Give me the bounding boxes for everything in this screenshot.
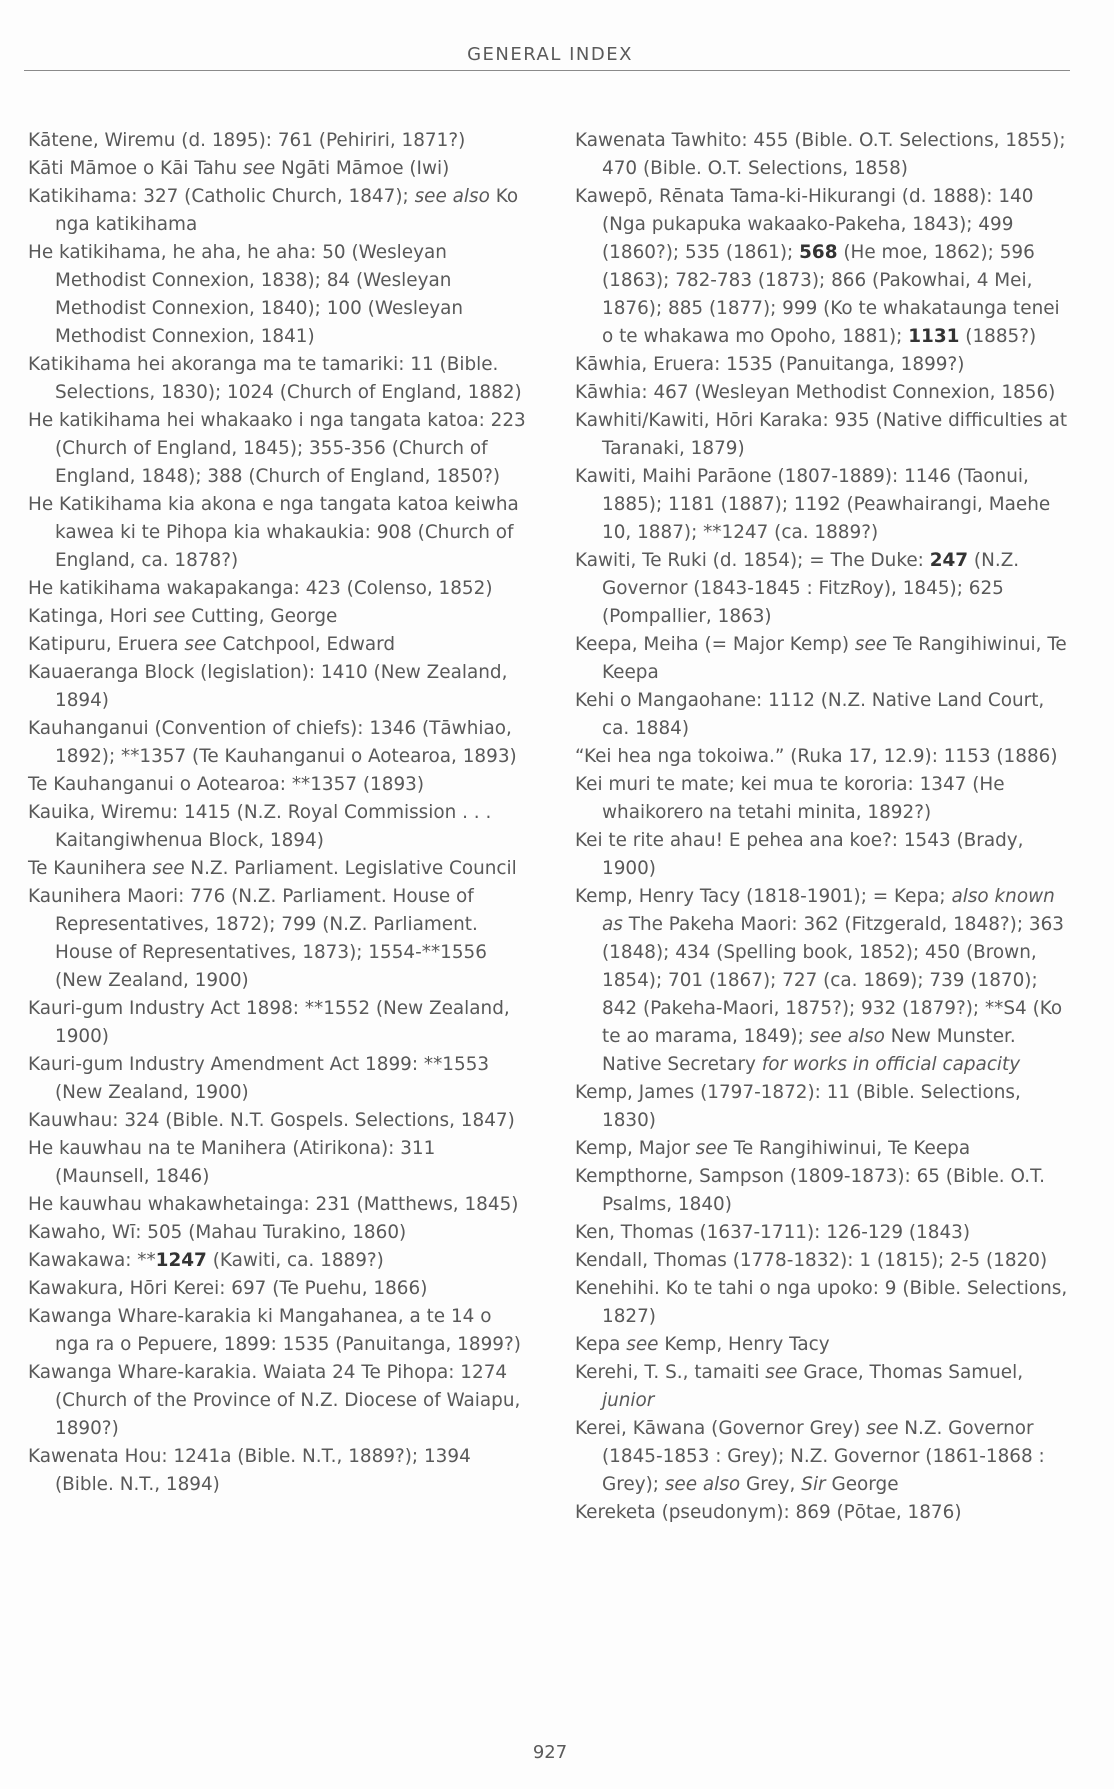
entry-text: Te Kauhanganui o Aotearoa: **1357 (1893): [28, 774, 425, 795]
index-entry: [575, 379, 1075, 407]
entry-text: Ko nga katikihama: [55, 186, 519, 235]
index-entry: [575, 1163, 1075, 1219]
index-column-right: [575, 127, 1075, 1527]
entry-text: Kenehihi. Ko te tahi o nga upoko: 9 (Bible. Selections, 1827): [575, 1278, 1068, 1327]
entry-text: (Kawiti, ca. 1889?): [206, 1250, 384, 1271]
entry-text: He kauwhau na te Manihera (Atirikona): 311 (Maunsell, 1846): [28, 1138, 436, 1187]
index-entry: [575, 463, 1075, 547]
entry-text: He Katikihama kia akona e nga tangata katoa keiwha kawea ki te Pihopa kia whakaukia: 908 (Church of England, ca. 1878?): [28, 494, 519, 571]
index-entry: [575, 183, 1075, 351]
running-head: GENERAL INDEX: [467, 44, 633, 65]
entry-italic-text: see: [152, 858, 185, 879]
entry-text: Kemp, Henry Tacy (1818-1901); = Kepa;: [575, 886, 952, 907]
entry-text: (N.Z. Governor (1843-1845 : FitzRoy), 1845); 625 (Pompallier, 1863): [602, 550, 1020, 627]
page-number: 927: [532, 1742, 568, 1763]
entry-italic-text: see: [242, 158, 276, 179]
entry-text: N.Z. Governor (1845-1853 : Grey); N.Z. Governor (1861-1868 : Grey);: [602, 1418, 1045, 1495]
index-entry: [28, 1051, 528, 1107]
index-entry: [28, 1107, 528, 1135]
entry-text: He katikihama, he aha, he aha: 50 (Wesleyan Methodist Connexion, 1838); 84 (Wesleyan Methodist Connexion, 1840); 100 (Wesleyan Methodist Connexion, 1841): [28, 242, 464, 347]
entry-italic-text: see also: [809, 1026, 885, 1047]
index-entry: [28, 127, 528, 155]
index-entry: [575, 351, 1075, 379]
entry-text: Kehi o Mangaohane: 1112 (N.Z. Native Land Court, ca. 1884): [575, 690, 1045, 739]
entry-text: Grace, Thomas Samuel,: [797, 1362, 1024, 1383]
entry-italic-text: see: [765, 1362, 798, 1383]
entry-bold-number: 1247: [155, 1250, 207, 1271]
entry-italic-text: see also: [664, 1474, 741, 1495]
entry-text: Kemp, Major: [575, 1138, 696, 1159]
index-column-left: [28, 127, 528, 1499]
entry-text: Ngāti Māmoe (Iwi): [275, 158, 450, 179]
entry-italic-text: see: [854, 634, 888, 655]
entry-text: Kendall, Thomas (1778-1832): 1 (1815); 2-5 (1820): [575, 1250, 1048, 1271]
index-entry: [28, 1303, 528, 1359]
entry-text: Kawanga Whare-karakia. Waiata 24 Te Pihopa: 1274 (Church of the Province of N.Z. Diocese of Waiapu, 1890?): [28, 1362, 521, 1439]
entry-text: Kempthorne, Sampson (1809-1873): 65 (Bible. O.T. Psalms, 1840): [575, 1166, 1045, 1215]
index-entry: [28, 603, 528, 631]
index-entry: [28, 1275, 528, 1303]
entry-text: Kepa: [575, 1334, 627, 1355]
entry-text: Kauri-gum Industry Act 1898: **1552 (New Zealand, 1900): [28, 998, 510, 1047]
entry-text: Kemp, Henry Tacy: [658, 1334, 830, 1355]
index-entry: [575, 1415, 1075, 1499]
entry-text: Kei muri te mate; kei mua te kororia: 1347 (He whaikorero na tetahi minita, 1892?): [575, 774, 1005, 823]
entry-text: Kawaho, Wī: 505 (Mahau Turakino, 1860): [28, 1222, 407, 1243]
index-entry: [28, 855, 528, 883]
entry-text: Kauika, Wiremu: 1415 (N.Z. Royal Commission . . . Kaitangiwhenua Block, 1894): [28, 802, 492, 851]
entry-italic-text: see also: [414, 186, 490, 207]
entry-text: “Kei hea nga tokoiwa.” (Ruka 17, 12.9): 1153 (1886): [575, 746, 1058, 767]
entry-italic-text: Sir: [801, 1474, 826, 1495]
entry-text: (He moe, 1862); 596 (1863); 782-783 (1873); 866 (Pakowhai, 4 Mei, 1876); 885 (1877); 999 (Ko te whakataunga tenei o te whakawa mo Opoho, 1881);: [602, 242, 1060, 347]
entry-text: Kereketa (pseudonym): 869 (Pōtae, 1876): [575, 1502, 962, 1523]
entry-text: Te Rangihiwinui, Te Keepa: [602, 634, 1067, 683]
entry-text: Kerehi, T. S., tamaiti: [575, 1362, 766, 1383]
entry-italic-text: junior: [602, 1390, 655, 1411]
entry-text: Kawanga Whare-karakia ki Mangahanea, a te 14 o nga ra o Pepuere, 1899: 1535 (Panuitanga, 1899?): [28, 1306, 521, 1355]
index-entry: [575, 1135, 1075, 1163]
index-entry: [575, 1359, 1075, 1415]
index-entry: [575, 407, 1075, 463]
index-entry: [575, 127, 1075, 183]
entry-text: Katipuru, Eruera: [28, 634, 185, 655]
index-entry: [28, 183, 528, 239]
entry-text: Kāwhia: 467 (Wesleyan Methodist Connexion, 1856): [575, 382, 1056, 403]
index-entry: [28, 239, 528, 351]
entry-text: Te Rangihiwinui, Te Keepa: [727, 1138, 971, 1159]
entry-italic-text: also known as: [602, 886, 1055, 935]
header-rule: [24, 70, 1070, 71]
entry-text: Keepa, Meiha (= Major Kemp): [575, 634, 855, 655]
index-entry: [28, 407, 528, 491]
entry-text: Kerei, Kāwana (Governor Grey): [575, 1418, 867, 1439]
entry-text: Kāwhia, Eruera: 1535 (Panuitanga, 1899?): [575, 354, 965, 375]
index-entry: [575, 1499, 1075, 1527]
index-entry: [575, 1247, 1075, 1275]
entry-text: Catchpool, Edward: [216, 634, 396, 655]
index-entry: [575, 827, 1075, 883]
entry-text: Katikihama: 327 (Catholic Church, 1847);: [28, 186, 415, 207]
index-entry: [28, 1359, 528, 1443]
entry-text: The Pakeha Maori: 362 (Fitzgerald, 1848?); 363 (1848); 434 (Spelling book, 1852); 450 (Brown, 1854); 701 (1867); 727 (ca. 1869); 739 (1870); 842 (Pakeha-Maori, 1875?); 932 (1879?); **S4 (Ko te ao marama, 1849);: [602, 914, 1064, 1047]
index-entry: [28, 883, 528, 995]
entry-italic-text: see: [695, 1138, 728, 1159]
index-entry: [575, 1219, 1075, 1247]
entry-text: Kauhanganui (Convention of chiefs): 1346 (Tāwhiao, 1892); **1357 (Te Kauhanganui o Aotearoa, 1893): [28, 718, 517, 767]
entry-text: He katikihama hei whakaako i nga tangata katoa: 223 (Church of England, 1845); 355-356 (Church of England, 1848); 388 (Church of England, 1850?): [28, 410, 526, 487]
entry-text: (1885?): [959, 326, 1037, 347]
entry-text: Kawakawa: **: [28, 1250, 156, 1271]
entry-italic-text: for works in official capacity: [761, 1054, 1021, 1075]
index-entry: [575, 1331, 1075, 1359]
entry-italic-text: see: [626, 1334, 659, 1355]
entry-text: He katikihama wakapakanga: 423 (Colenso, 1852): [28, 578, 493, 599]
entry-text: Kāti Māmoe o Kāi Tahu: [28, 158, 243, 179]
entry-text: Kei te rite ahau! E pehea ana koe?: 1543 (Brady, 1900): [575, 830, 1024, 879]
index-entry: [28, 351, 528, 407]
entry-text: New Munster. Native Secretary: [602, 1026, 1016, 1075]
index-entry: [28, 771, 528, 799]
entry-bold-number: 247: [929, 550, 969, 571]
index-entry: [28, 1191, 528, 1219]
entry-text: Kawiti, Maihi Parāone (1807-1889): 1146 (Taonui, 1885); 1181 (1887); 1192 (Peawhairangi, Maehe 10, 1887); **1247 (ca. 1889?): [575, 466, 1051, 543]
entry-text: Kawenata Tawhito: 455 (Bible. O.T. Selections, 1855); 470 (Bible. O.T. Selections, 1858): [575, 130, 1066, 179]
entry-text: Katinga, Hori: [28, 606, 154, 627]
entry-text: Kawhiti/Kawiti, Hōri Karaka: 935 (Native difficulties at Taranaki, 1879): [575, 410, 1068, 459]
entry-text: Kauwhau: 324 (Bible. N.T. Gospels. Selections, 1847): [28, 1110, 515, 1131]
index-entry: [28, 715, 528, 771]
index-entry: [28, 491, 528, 575]
entry-bold-number: 568: [799, 242, 838, 263]
index-entry: [575, 771, 1075, 827]
entry-text: Ken, Thomas (1637-1711): 126-129 (1843): [575, 1222, 971, 1243]
index-entry: [28, 1219, 528, 1247]
index-entry: [575, 547, 1075, 631]
entry-text: Kawepō, Rēnata Tama-ki-Hikurangi (d. 1888): 140 (Nga pukapuka wakaako-Pakeha, 1843); 499 (1860?); 535 (1861);: [575, 186, 1034, 263]
entry-italic-text: see: [184, 634, 217, 655]
entry-text: He kauwhau whakawhetainga: 231 (Matthews, 1845): [28, 1194, 519, 1215]
entry-text: Katikihama hei akoranga ma te tamariki: 11 (Bible. Selections, 1830); 1024 (Church of England, 1882): [28, 354, 522, 403]
entry-text: Kawenata Hou: 1241a (Bible. N.T., 1889?); 1394 (Bible. N.T., 1894): [28, 1446, 471, 1495]
index-entry: [28, 631, 528, 659]
entry-text: Kawiti, Te Ruki (d. 1854); = The Duke:: [575, 550, 930, 571]
entry-text: Kaunihera Maori: 776 (N.Z. Parliament. House of Representatives, 1872); 799 (N.Z. Parliament. House of Representatives, 1873); 1554-**1556 (New Zealand, 1900): [28, 886, 487, 991]
index-entry: [28, 155, 528, 183]
index-entry: [575, 1275, 1075, 1331]
index-entry: [575, 631, 1075, 687]
entry-bold-number: 1131: [908, 326, 960, 347]
entry-text: Kawakura, Hōri Kerei: 697 (Te Puehu, 1866): [28, 1278, 428, 1299]
index-entry: [575, 883, 1075, 1079]
index-entry: [28, 995, 528, 1051]
entry-text: N.Z. Parliament. Legislative Council: [184, 858, 517, 879]
entry-text: Kemp, James (1797-1872): 11 (Bible. Selections, 1830): [575, 1082, 1021, 1131]
entry-text: Kauri-gum Industry Amendment Act 1899: **1553 (New Zealand, 1900): [28, 1054, 490, 1103]
index-entry: [28, 1135, 528, 1191]
entry-text: Kātene, Wiremu (d. 1895): 761 (Pehiriri, 1871?): [28, 130, 466, 151]
index-entry: [575, 743, 1075, 771]
index-entry: [575, 687, 1075, 743]
entry-text: Cutting, George: [185, 606, 338, 627]
entry-text: Kauaeranga Block (legislation): 1410 (New Zealand, 1894): [28, 662, 508, 711]
index-entry: [28, 1247, 528, 1275]
entry-text: George: [825, 1474, 899, 1495]
index-entry: [28, 575, 528, 603]
index-entry: [28, 799, 528, 855]
index-entry: [28, 659, 528, 715]
index-entry: [28, 1443, 528, 1499]
entry-italic-text: see: [153, 606, 186, 627]
entry-text: Te Kaunihera: [28, 858, 153, 879]
entry-italic-text: see: [866, 1418, 899, 1439]
entry-text: Grey,: [740, 1474, 802, 1495]
index-entry: [575, 1079, 1075, 1135]
